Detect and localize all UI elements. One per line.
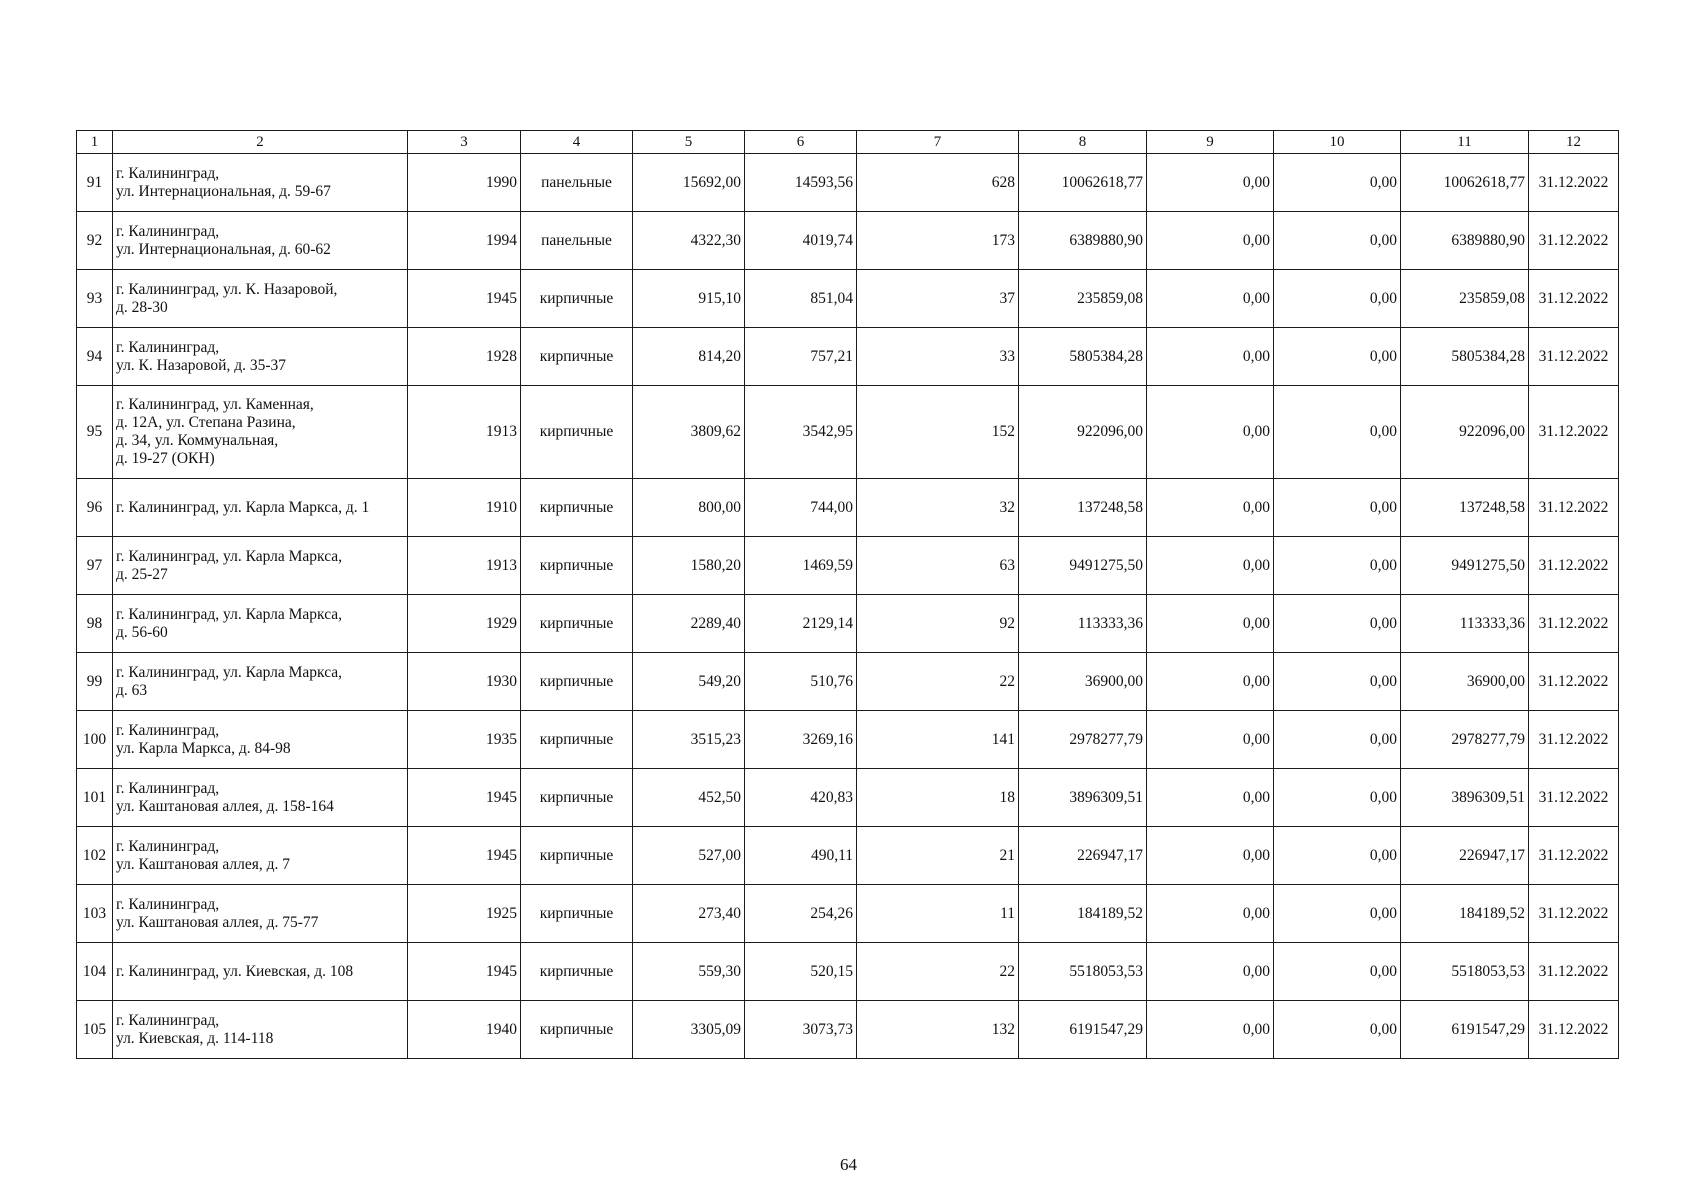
total-cost-cell: 235859,08: [1019, 270, 1147, 328]
funding-source-cell: 113333,36: [1401, 595, 1529, 653]
residents-count-cell: 22: [857, 943, 1019, 1001]
deadline-date-cell: 31.12.2022: [1529, 769, 1619, 827]
living-area-cell: 14593,56: [745, 154, 857, 212]
funding-source-cell: 0,00: [1274, 827, 1401, 885]
funding-source-cell: 0,00: [1147, 1001, 1274, 1059]
funding-source-cell: 0,00: [1274, 595, 1401, 653]
residents-count-cell: 18: [857, 769, 1019, 827]
construction-year-cell: 1929: [408, 595, 521, 653]
total-cost-cell: 9491275,50: [1019, 537, 1147, 595]
address-cell: г. Калининград, ул. Каменная, д. 12А, ул. Степана Разина, д. 34, ул. Коммунальная, д. 19-27 (ОКН): [113, 386, 408, 479]
deadline-date-cell: 31.12.2022: [1529, 1001, 1619, 1059]
table-row: [77, 537, 1619, 595]
funding-source-cell: 184189,52: [1401, 885, 1529, 943]
address-cell: г. Калининград, ул. Каштановая аллея, д. 7: [113, 827, 408, 885]
wall-material-cell: панельные: [521, 154, 633, 212]
total-cost-cell: 113333,36: [1019, 595, 1147, 653]
funding-source-cell: 9491275,50: [1401, 537, 1529, 595]
column-header: 9: [1147, 131, 1274, 154]
residents-count-cell: 628: [857, 154, 1019, 212]
construction-year-cell: 1935: [408, 711, 521, 769]
residents-count-cell: 22: [857, 653, 1019, 711]
wall-material-cell: кирпичные: [521, 769, 633, 827]
page-number: 64: [840, 1155, 857, 1174]
living-area-cell: 490,11: [745, 827, 857, 885]
table-row: [77, 212, 1619, 270]
construction-year-cell: 1930: [408, 653, 521, 711]
address-cell: г. Калининград, ул. К. Назаровой, д. 28-30: [113, 270, 408, 328]
address-cell: г. Калининград, ул. Интернациональная, д. 59-67: [113, 154, 408, 212]
wall-material-cell: кирпичные: [521, 270, 633, 328]
living-area-cell: 1469,59: [745, 537, 857, 595]
funding-source-cell: 0,00: [1274, 479, 1401, 537]
living-area-cell: 4019,74: [745, 212, 857, 270]
total-area-cell: 3515,23: [633, 711, 745, 769]
construction-year-cell: 1994: [408, 212, 521, 270]
funding-source-cell: 0,00: [1147, 827, 1274, 885]
column-header: 2: [113, 131, 408, 154]
funding-source-cell: 0,00: [1274, 212, 1401, 270]
funding-source-cell: 0,00: [1274, 653, 1401, 711]
deadline-date-cell: 31.12.2022: [1529, 943, 1619, 1001]
funding-source-cell: 0,00: [1147, 386, 1274, 479]
total-area-cell: 800,00: [633, 479, 745, 537]
funding-source-cell: 36900,00: [1401, 653, 1529, 711]
table-row: [77, 827, 1619, 885]
total-area-cell: 3305,09: [633, 1001, 745, 1059]
construction-year-cell: 1940: [408, 1001, 521, 1059]
column-header: 12: [1529, 131, 1619, 154]
address-cell: г. Калининград, ул. Карла Маркса, д. 56-60: [113, 595, 408, 653]
residents-count-cell: 33: [857, 328, 1019, 386]
total-area-cell: 4322,30: [633, 212, 745, 270]
funding-source-cell: 0,00: [1274, 769, 1401, 827]
total-cost-cell: 36900,00: [1019, 653, 1147, 711]
living-area-cell: 254,26: [745, 885, 857, 943]
funding-source-cell: 0,00: [1147, 328, 1274, 386]
funding-source-cell: 6389880,90: [1401, 212, 1529, 270]
deadline-date-cell: 31.12.2022: [1529, 154, 1619, 212]
address-cell: г. Калининград, ул. К. Назаровой, д. 35-37: [113, 328, 408, 386]
deadline-date-cell: 31.12.2022: [1529, 537, 1619, 595]
residents-count-cell: 132: [857, 1001, 1019, 1059]
construction-year-cell: 1945: [408, 943, 521, 1001]
residents-count-cell: 11: [857, 885, 1019, 943]
address-cell: г. Калининград, ул. Карла Маркса, д. 63: [113, 653, 408, 711]
deadline-date-cell: 31.12.2022: [1529, 479, 1619, 537]
deadline-date-cell: 31.12.2022: [1529, 386, 1619, 479]
funding-source-cell: 5805384,28: [1401, 328, 1529, 386]
total-cost-cell: 6191547,29: [1019, 1001, 1147, 1059]
funding-source-cell: 0,00: [1147, 537, 1274, 595]
residents-count-cell: 37: [857, 270, 1019, 328]
funding-source-cell: 137248,58: [1401, 479, 1529, 537]
column-header: 8: [1019, 131, 1147, 154]
funding-source-cell: 235859,08: [1401, 270, 1529, 328]
funding-source-cell: 0,00: [1147, 769, 1274, 827]
total-area-cell: 527,00: [633, 827, 745, 885]
funding-source-cell: 0,00: [1147, 479, 1274, 537]
row-number-cell: 104: [77, 943, 113, 1001]
construction-year-cell: 1925: [408, 885, 521, 943]
address-cell: г. Калининград, ул. Интернациональная, д. 60-62: [113, 212, 408, 270]
total-area-cell: 15692,00: [633, 154, 745, 212]
wall-material-cell: кирпичные: [521, 595, 633, 653]
address-cell: г. Калининград, ул. Киевская, д. 114-118: [113, 1001, 408, 1059]
total-cost-cell: 3896309,51: [1019, 769, 1147, 827]
funding-source-cell: 0,00: [1147, 885, 1274, 943]
deadline-date-cell: 31.12.2022: [1529, 595, 1619, 653]
table-row: [77, 386, 1619, 479]
funding-source-cell: 0,00: [1274, 328, 1401, 386]
funding-source-cell: 0,00: [1147, 943, 1274, 1001]
total-area-cell: 1580,20: [633, 537, 745, 595]
column-header: 3: [408, 131, 521, 154]
funding-source-cell: 10062618,77: [1401, 154, 1529, 212]
address-cell: г. Калининград, ул. Каштановая аллея, д. 75-77: [113, 885, 408, 943]
column-header: 11: [1401, 131, 1529, 154]
column-header: 7: [857, 131, 1019, 154]
total-area-cell: 273,40: [633, 885, 745, 943]
funding-source-cell: 0,00: [1274, 885, 1401, 943]
column-header: 10: [1274, 131, 1401, 154]
living-area-cell: 520,15: [745, 943, 857, 1001]
wall-material-cell: кирпичные: [521, 328, 633, 386]
deadline-date-cell: 31.12.2022: [1529, 827, 1619, 885]
row-number-cell: 102: [77, 827, 113, 885]
total-cost-cell: 184189,52: [1019, 885, 1147, 943]
deadline-date-cell: 31.12.2022: [1529, 885, 1619, 943]
address-cell: г. Калининград, ул. Карла Маркса, д. 84-98: [113, 711, 408, 769]
total-cost-cell: 226947,17: [1019, 827, 1147, 885]
living-area-cell: 2129,14: [745, 595, 857, 653]
column-header: 5: [633, 131, 745, 154]
total-cost-cell: 5518053,53: [1019, 943, 1147, 1001]
housing-register-table: [76, 130, 1619, 1059]
funding-source-cell: 0,00: [1274, 537, 1401, 595]
funding-source-cell: 0,00: [1274, 1001, 1401, 1059]
wall-material-cell: панельные: [521, 212, 633, 270]
residents-count-cell: 21: [857, 827, 1019, 885]
living-area-cell: 3073,73: [745, 1001, 857, 1059]
wall-material-cell: кирпичные: [521, 943, 633, 1001]
row-number-cell: 98: [77, 595, 113, 653]
funding-source-cell: 5518053,53: [1401, 943, 1529, 1001]
funding-source-cell: 2978277,79: [1401, 711, 1529, 769]
construction-year-cell: 1913: [408, 386, 521, 479]
wall-material-cell: кирпичные: [521, 711, 633, 769]
total-area-cell: 452,50: [633, 769, 745, 827]
living-area-cell: 510,76: [745, 653, 857, 711]
table-row: [77, 154, 1619, 212]
residents-count-cell: 63: [857, 537, 1019, 595]
construction-year-cell: 1910: [408, 479, 521, 537]
total-cost-cell: 137248,58: [1019, 479, 1147, 537]
column-header: 1: [77, 131, 113, 154]
wall-material-cell: кирпичные: [521, 827, 633, 885]
column-header: 4: [521, 131, 633, 154]
funding-source-cell: 6191547,29: [1401, 1001, 1529, 1059]
table-row: [77, 711, 1619, 769]
living-area-cell: 851,04: [745, 270, 857, 328]
total-cost-cell: 2978277,79: [1019, 711, 1147, 769]
funding-source-cell: 0,00: [1274, 711, 1401, 769]
total-area-cell: 3809,62: [633, 386, 745, 479]
construction-year-cell: 1990: [408, 154, 521, 212]
row-number-cell: 93: [77, 270, 113, 328]
row-number-cell: 95: [77, 386, 113, 479]
wall-material-cell: кирпичные: [521, 386, 633, 479]
total-cost-cell: 922096,00: [1019, 386, 1147, 479]
total-cost-cell: 6389880,90: [1019, 212, 1147, 270]
column-header: 6: [745, 131, 857, 154]
construction-year-cell: 1913: [408, 537, 521, 595]
funding-source-cell: 0,00: [1274, 943, 1401, 1001]
residents-count-cell: 152: [857, 386, 1019, 479]
funding-source-cell: 0,00: [1147, 212, 1274, 270]
deadline-date-cell: 31.12.2022: [1529, 653, 1619, 711]
funding-source-cell: 0,00: [1147, 154, 1274, 212]
row-number-cell: 99: [77, 653, 113, 711]
table-row: [77, 479, 1619, 537]
construction-year-cell: 1945: [408, 270, 521, 328]
residents-count-cell: 92: [857, 595, 1019, 653]
construction-year-cell: 1945: [408, 769, 521, 827]
living-area-cell: 757,21: [745, 328, 857, 386]
wall-material-cell: кирпичные: [521, 1001, 633, 1059]
column-number-row: [77, 131, 1619, 154]
funding-source-cell: 3896309,51: [1401, 769, 1529, 827]
table-row: [77, 885, 1619, 943]
funding-source-cell: 0,00: [1147, 595, 1274, 653]
construction-year-cell: 1928: [408, 328, 521, 386]
funding-source-cell: 226947,17: [1401, 827, 1529, 885]
table-row: [77, 769, 1619, 827]
table-row: [77, 328, 1619, 386]
row-number-cell: 94: [77, 328, 113, 386]
address-cell: г. Калининград, ул. Киевская, д. 108: [113, 943, 408, 1001]
total-area-cell: 814,20: [633, 328, 745, 386]
table-row: [77, 653, 1619, 711]
funding-source-cell: 0,00: [1274, 386, 1401, 479]
row-number-cell: 96: [77, 479, 113, 537]
residents-count-cell: 173: [857, 212, 1019, 270]
row-number-cell: 91: [77, 154, 113, 212]
construction-year-cell: 1945: [408, 827, 521, 885]
row-number-cell: 97: [77, 537, 113, 595]
living-area-cell: 3269,16: [745, 711, 857, 769]
row-number-cell: 101: [77, 769, 113, 827]
wall-material-cell: кирпичные: [521, 479, 633, 537]
row-number-cell: 105: [77, 1001, 113, 1059]
total-cost-cell: 5805384,28: [1019, 328, 1147, 386]
residents-count-cell: 32: [857, 479, 1019, 537]
funding-source-cell: 0,00: [1147, 711, 1274, 769]
table-row: [77, 943, 1619, 1001]
total-cost-cell: 10062618,77: [1019, 154, 1147, 212]
total-area-cell: 559,30: [633, 943, 745, 1001]
row-number-cell: 103: [77, 885, 113, 943]
address-cell: г. Калининград, ул. Карла Маркса, д. 1: [113, 479, 408, 537]
funding-source-cell: 922096,00: [1401, 386, 1529, 479]
deadline-date-cell: 31.12.2022: [1529, 328, 1619, 386]
wall-material-cell: кирпичные: [521, 653, 633, 711]
table-row: [77, 270, 1619, 328]
wall-material-cell: кирпичные: [521, 537, 633, 595]
funding-source-cell: 0,00: [1147, 653, 1274, 711]
table-row: [77, 1001, 1619, 1059]
residents-count-cell: 141: [857, 711, 1019, 769]
living-area-cell: 420,83: [745, 769, 857, 827]
total-area-cell: 549,20: [633, 653, 745, 711]
funding-source-cell: 0,00: [1147, 270, 1274, 328]
total-area-cell: 2289,40: [633, 595, 745, 653]
deadline-date-cell: 31.12.2022: [1529, 711, 1619, 769]
living-area-cell: 744,00: [745, 479, 857, 537]
funding-source-cell: 0,00: [1274, 154, 1401, 212]
row-number-cell: 92: [77, 212, 113, 270]
living-area-cell: 3542,95: [745, 386, 857, 479]
address-cell: г. Калининград, ул. Карла Маркса, д. 25-27: [113, 537, 408, 595]
funding-source-cell: 0,00: [1274, 270, 1401, 328]
deadline-date-cell: 31.12.2022: [1529, 212, 1619, 270]
row-number-cell: 100: [77, 711, 113, 769]
deadline-date-cell: 31.12.2022: [1529, 270, 1619, 328]
total-area-cell: 915,10: [633, 270, 745, 328]
wall-material-cell: кирпичные: [521, 885, 633, 943]
table-row: [77, 595, 1619, 653]
address-cell: г. Калининград, ул. Каштановая аллея, д. 158-164: [113, 769, 408, 827]
